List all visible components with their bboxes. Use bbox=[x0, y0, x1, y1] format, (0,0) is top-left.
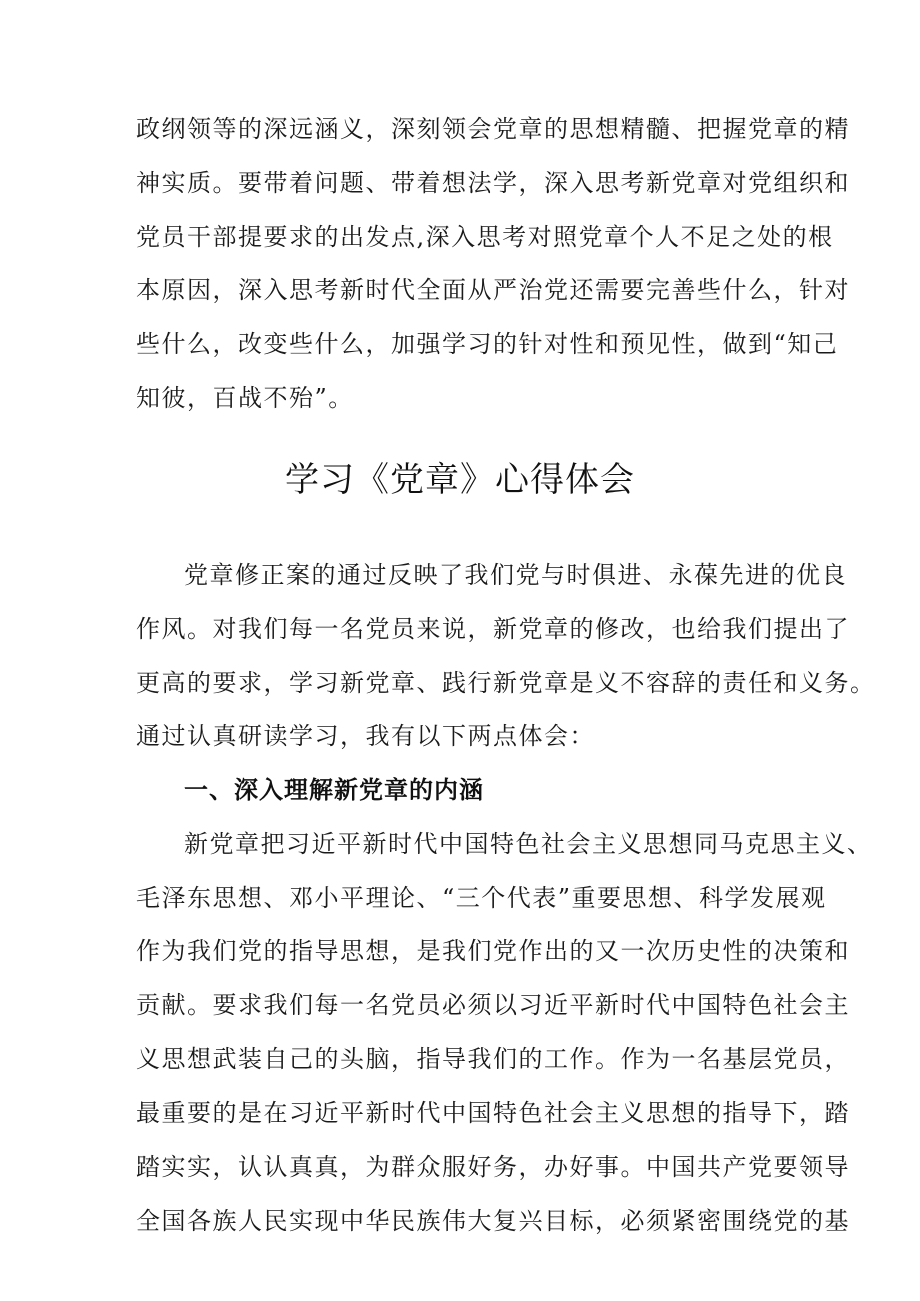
section-line: 毛泽东思想、邓小平理论、“三个代表”重要思想、科学发展观 bbox=[136, 884, 827, 912]
paragraph-line: 党章修正案的通过反映了我们党与时俱进、永葆先进的优良 bbox=[184, 561, 847, 589]
page-title: 学习《党章》心得体会 bbox=[285, 460, 635, 500]
section-line: 全国各族人民实现中华民族伟大复兴目标，必须紧密围绕党的基 bbox=[136, 1207, 850, 1235]
paragraph-line: 通过认真研读学习，我有以下两点体会： bbox=[136, 722, 595, 750]
intro-line: 本原因，深入思考新时代全面从严治党还需要完善些什么，针对 bbox=[136, 276, 850, 304]
intro-line: 政纲领等的深远涵义，深刻领会党章的思想精髓、把握党章的精 bbox=[136, 115, 850, 143]
section-line: 踏实实，认认真真，为群众服好务，办好事。中国共产党要领导 bbox=[136, 1153, 850, 1181]
paragraph-line: 更高的要求，学习新党章、践行新党章是义不容辞的责任和义务。 bbox=[136, 669, 876, 697]
section-line: 作为我们党的指导思想，是我们党作出的又一次历史性的决策和 bbox=[136, 937, 850, 965]
intro-line: 知彼，百战不殆”。 bbox=[136, 384, 354, 412]
intro-line: 神实质。要带着问题、带着想法学，深入思考新党章对党组织和 bbox=[136, 169, 850, 197]
section-heading: 一、深入理解新党章的内涵 bbox=[184, 776, 484, 804]
intro-line: 些什么，改变些什么，加强学习的针对性和预见性，做到“知己 bbox=[136, 330, 839, 358]
section-line: 新党章把习近平新时代中国特色社会主义思想同马克思主义、 bbox=[184, 830, 873, 858]
section-line: 贡献。要求我们每一名党员必须以习近平新时代中国特色社会主 bbox=[136, 991, 850, 1019]
section-line: 最重要的是在习近平新时代中国特色社会主义思想的指导下，踏 bbox=[136, 1099, 850, 1127]
paragraph-line: 作风。对我们每一名党员来说，新党章的修改，也给我们提出了 bbox=[136, 615, 850, 643]
section-line: 义思想武装自己的头脑，指导我们的工作。作为一名基层党员， bbox=[136, 1045, 850, 1073]
intro-line: 党员干部提要求的出发点,深入思考对照党章个人不足之处的根 bbox=[136, 223, 834, 251]
